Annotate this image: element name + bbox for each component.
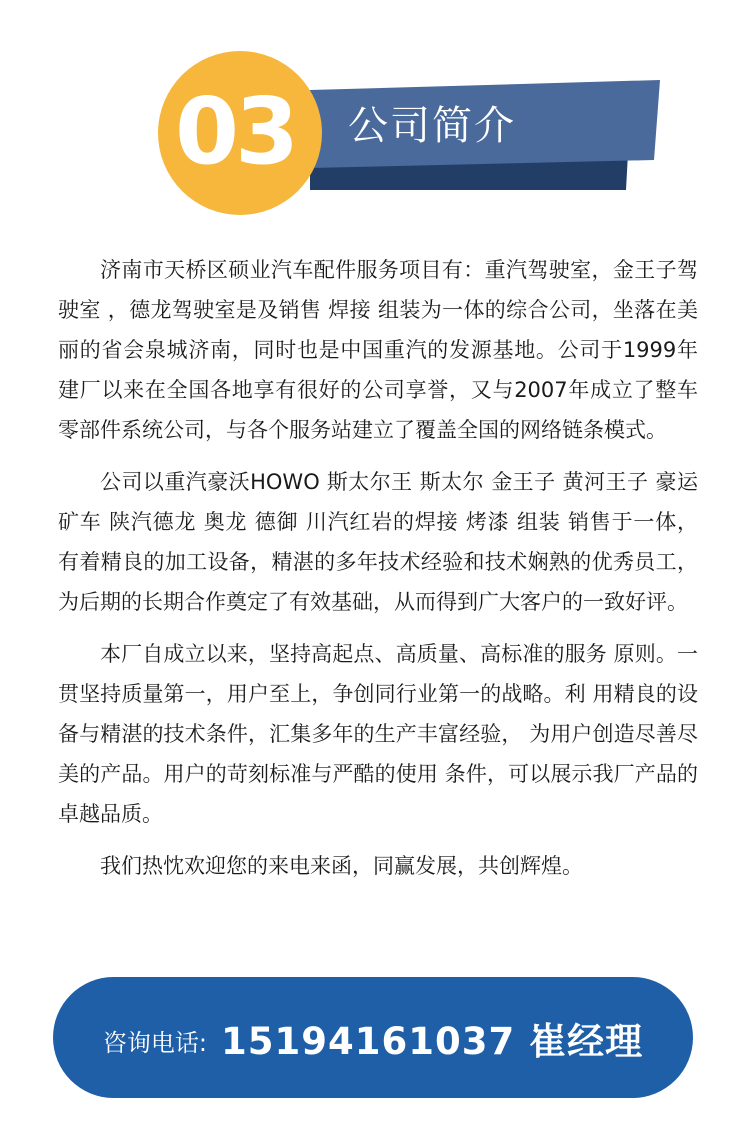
intro-paragraph-2: 公司以重汽豪沃HOWO 斯太尔王 斯太尔 金王子 黄河王子 豪运 矿车 陕汽德龙 奥龙 德御 川汽红岩的焊接 烤漆 组装 销售于一体， 有着精良的加工设备，精湛的多年技术经验和技术娴熟的优秀员工，为后期的长期合作奠定了有效基础，从而得到广大客户的一致好评。: [58, 470, 698, 614]
section-title: 公司简介: [348, 103, 516, 149]
intro-paragraph-1: 济南市天桥区硕业汽车配件服务项目有：重汽驾驶室，金王子驾驶室 ，德龙驾驶室是及销售 焊接 组装为一体的综合公司，坐落在美丽的省会泉城济南，同时也是中国重汽的发源基地。公司于1999年建厂以来在全国各地享有很好的公司享誉，又与2007年成立了整车零部件系统公司，与各个服务站建立了覆盖全国的网络链条模式。: [58, 258, 698, 442]
company-intro: [58, 250, 698, 898]
contact-bar: [53, 977, 693, 1098]
section-number: 03: [174, 78, 296, 185]
contact-label: 咨询电话:: [102, 1029, 207, 1057]
intro-paragraph-4: 我们热忱欢迎您的来电来函，同赢发展，共创辉煌。: [100, 854, 583, 878]
contact-phone[interactable]: 15194161037 崔经理: [221, 1019, 644, 1063]
intro-paragraph-3: 本厂自成立以来，坚持高起点、高质量、高标准的服务 原则。一贯坚持质量第一，用户至上，争创同行业第一的战略。利 用精良的设备与精湛的技术条件，汇集多年的生产丰富经验， 为用户创造尽善尽美的产品。用户的苛刻标准与严酷的使用 条件，可以展示我厂产品的卓越品质。: [58, 642, 698, 826]
section-header: [0, 0, 750, 230]
